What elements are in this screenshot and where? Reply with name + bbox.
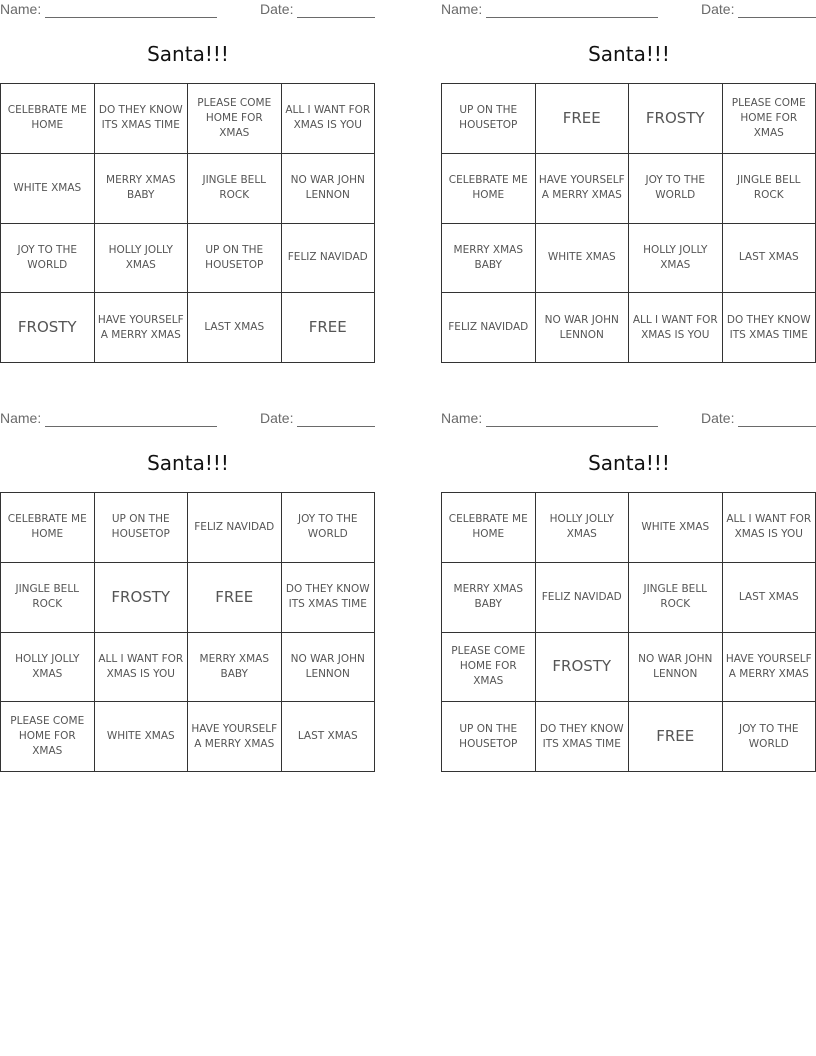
bingo-cell: FELIZ NAVIDAD (282, 224, 376, 294)
card-header (441, 410, 816, 430)
bingo-cell: LAST XMAS (723, 563, 816, 633)
bingo-cell: ALL I WANT FOR XMAS IS YOU (95, 633, 189, 703)
bingo-cell: CELEBRATE ME HOME (1, 84, 95, 154)
bingo-cell: PLEASE COME HOME FOR XMAS (442, 633, 536, 703)
bingo-cell: MERRY XMAS BABY (442, 563, 536, 633)
bingo-cell: ALL I WANT FOR XMAS IS YOU (723, 493, 816, 563)
bingo-cell: JINGLE BELL ROCK (1, 563, 95, 633)
bingo-cell: MERRY XMAS BABY (442, 224, 536, 294)
bingo-cell: UP ON THE HOUSETOP (188, 224, 282, 294)
bingo-cell: WHITE XMAS (1, 154, 95, 224)
name-label: Name: (0, 1, 42, 17)
bingo-cell: UP ON THE HOUSETOP (95, 493, 189, 563)
bingo-cell: MERRY XMAS BABY (95, 154, 189, 224)
bingo-cell: UP ON THE HOUSETOP (442, 702, 536, 772)
name-blank-line (45, 426, 217, 427)
bingo-cell: LAST XMAS (188, 293, 282, 363)
bingo-cell: DO THEY KNOW ITS XMAS TIME (536, 702, 630, 772)
date-label: Date: (260, 410, 294, 426)
card-title: Santa!!! (147, 451, 229, 475)
bingo-cell: FROSTY (536, 633, 630, 703)
bingo-cell: ALL I WANT FOR XMAS IS YOU (282, 84, 376, 154)
card-title: Santa!!! (588, 42, 670, 66)
bingo-cell: HOLLY JOLLY XMAS (536, 493, 630, 563)
bingo-cell: WHITE XMAS (629, 493, 723, 563)
bingo-cell: FROSTY (95, 563, 189, 633)
bingo-cell: PLEASE COME HOME FOR XMAS (723, 84, 816, 154)
bingo-grid (441, 492, 816, 772)
card-title: Santa!!! (147, 42, 229, 66)
date-blank-line (738, 17, 816, 18)
bingo-cell: NO WAR JOHN LENNON (282, 633, 376, 703)
bingo-cell: NO WAR JOHN LENNON (282, 154, 376, 224)
bingo-cell: HAVE YOURSELF A MERRY XMAS (188, 702, 282, 772)
bingo-cell: FELIZ NAVIDAD (536, 563, 630, 633)
bingo-cell: HOLLY JOLLY XMAS (629, 224, 723, 294)
bingo-cell: FELIZ NAVIDAD (442, 293, 536, 363)
bingo-cell: ALL I WANT FOR XMAS IS YOU (629, 293, 723, 363)
name-blank-line (45, 17, 217, 18)
bingo-cell: FELIZ NAVIDAD (188, 493, 282, 563)
bingo-cell: CELEBRATE ME HOME (442, 493, 536, 563)
bingo-cell: HOLLY JOLLY XMAS (1, 633, 95, 703)
date-label: Date: (260, 1, 294, 17)
bingo-cell: FREE (629, 702, 723, 772)
bingo-cell: FROSTY (629, 84, 723, 154)
name-blank-line (486, 426, 658, 427)
bingo-card-4 (441, 409, 816, 779)
bingo-cell: CELEBRATE ME HOME (1, 493, 95, 563)
bingo-cell: LAST XMAS (723, 224, 816, 294)
bingo-cell: JINGLE BELL ROCK (188, 154, 282, 224)
bingo-cell: LAST XMAS (282, 702, 376, 772)
bingo-grid (441, 83, 816, 363)
bingo-cell: JOY TO THE WORLD (629, 154, 723, 224)
bingo-grid (0, 492, 375, 772)
bingo-cell: PLEASE COME HOME FOR XMAS (188, 84, 282, 154)
bingo-card-1 (0, 0, 376, 370)
date-blank-line (297, 426, 375, 427)
bingo-grid (0, 83, 375, 363)
bingo-cell: MERRY XMAS BABY (188, 633, 282, 703)
bingo-cell: WHITE XMAS (95, 702, 189, 772)
bingo-cell: HOLLY JOLLY XMAS (95, 224, 189, 294)
card-header (0, 410, 376, 430)
bingo-cell: HAVE YOURSELF A MERRY XMAS (723, 633, 816, 703)
card-header (441, 1, 816, 21)
date-blank-line (297, 17, 375, 18)
bingo-cell: DO THEY KNOW ITS XMAS TIME (95, 84, 189, 154)
bingo-cell: JINGLE BELL ROCK (723, 154, 816, 224)
bingo-cell: NO WAR JOHN LENNON (536, 293, 630, 363)
bingo-cell: UP ON THE HOUSETOP (442, 84, 536, 154)
bingo-cell: HAVE YOURSELF A MERRY XMAS (95, 293, 189, 363)
bingo-cell: HAVE YOURSELF A MERRY XMAS (536, 154, 630, 224)
bingo-cell: NO WAR JOHN LENNON (629, 633, 723, 703)
bingo-cell: JINGLE BELL ROCK (629, 563, 723, 633)
date-label: Date: (701, 410, 735, 426)
bingo-cell: JOY TO THE WORLD (282, 493, 376, 563)
bingo-cell: JOY TO THE WORLD (1, 224, 95, 294)
bingo-cell: DO THEY KNOW ITS XMAS TIME (723, 293, 816, 363)
bingo-cell: PLEASE COME HOME FOR XMAS (1, 702, 95, 772)
bingo-cell: FREE (188, 563, 282, 633)
card-header (0, 1, 376, 21)
bingo-cell: JOY TO THE WORLD (723, 702, 816, 772)
bingo-card-2 (441, 0, 816, 370)
bingo-cell: FREE (282, 293, 376, 363)
card-title: Santa!!! (588, 451, 670, 475)
name-label: Name: (0, 410, 42, 426)
date-label: Date: (701, 1, 735, 17)
date-blank-line (738, 426, 816, 427)
bingo-cell: CELEBRATE ME HOME (442, 154, 536, 224)
name-blank-line (486, 17, 658, 18)
bingo-cell: FREE (536, 84, 630, 154)
bingo-cell: WHITE XMAS (536, 224, 630, 294)
bingo-cell: DO THEY KNOW ITS XMAS TIME (282, 563, 376, 633)
name-label: Name: (441, 410, 483, 426)
bingo-card-3 (0, 409, 376, 779)
name-label: Name: (441, 1, 483, 17)
bingo-cell: FROSTY (1, 293, 95, 363)
